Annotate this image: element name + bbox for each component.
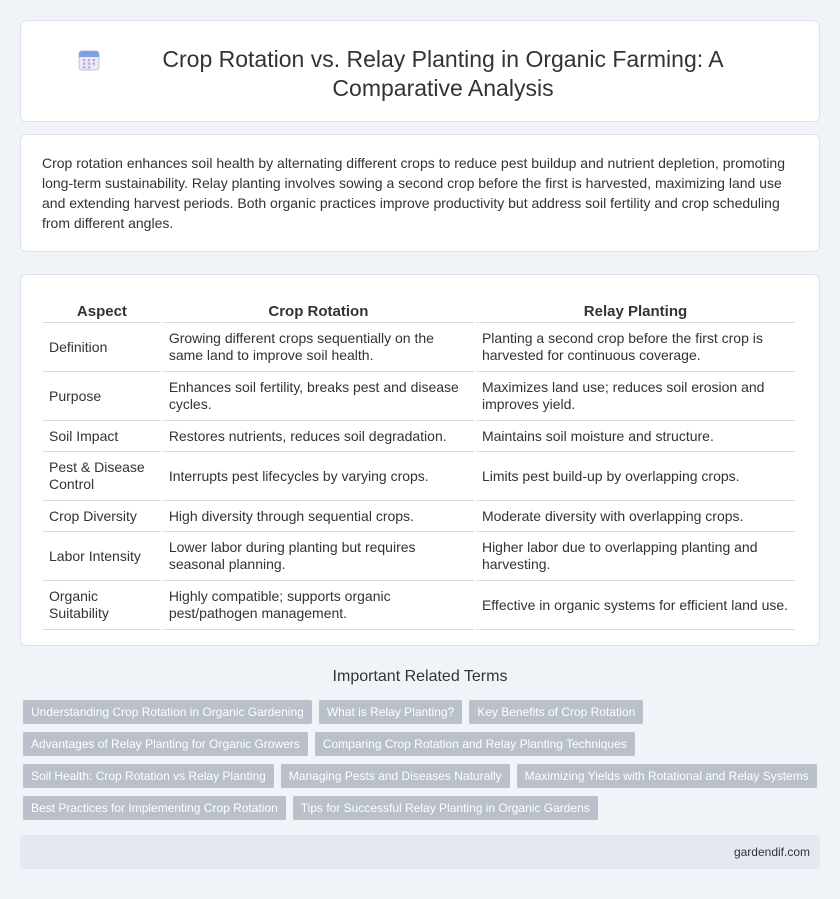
row-aspect: Purpose bbox=[43, 372, 161, 421]
related-term-link[interactable]: Understanding Crop Rotation in Organic Gardening bbox=[23, 700, 312, 724]
table-row bbox=[43, 452, 795, 501]
row-relay-planting: Higher labor due to overlapping planting and harvesting. bbox=[476, 532, 795, 581]
row-relay-planting: Maximizes land use; reduces soil erosion and improves yield. bbox=[476, 372, 795, 421]
tag-row bbox=[23, 764, 823, 788]
table-row bbox=[43, 532, 795, 581]
row-crop-rotation: Lower labor during planting but requires seasonal planning. bbox=[163, 532, 474, 581]
tag-row bbox=[23, 796, 823, 820]
intro-paragraph: Crop rotation enhances soil health by alternating different crops to reduce pest buildup and nutrient depletion, promoting long-term sustainability. Relay planting involves sowing a second crop before the first is harvested, maximizing land use and extending harvest periods. Both organic practices improve productivity but address soil fertility and crop scheduling from different angles. bbox=[42, 155, 785, 231]
table-row bbox=[43, 323, 795, 372]
related-term-link[interactable]: What is Relay Planting? bbox=[319, 700, 462, 724]
calendar-icon bbox=[77, 48, 101, 72]
footer-site[interactable]: gardendif.com bbox=[733, 845, 810, 859]
row-aspect: Crop Diversity bbox=[43, 501, 161, 532]
intro-card bbox=[20, 134, 820, 252]
tag-row bbox=[23, 700, 823, 724]
row-relay-planting: Moderate diversity with overlapping crops. bbox=[476, 501, 795, 532]
row-aspect: Definition bbox=[43, 323, 161, 372]
related-term-link[interactable]: Advantages of Relay Planting for Organic Growers bbox=[23, 732, 308, 756]
row-crop-rotation: Restores nutrients, reduces soil degradation. bbox=[163, 421, 474, 452]
related-term-link[interactable]: Soil Health: Crop Rotation vs Relay Planting bbox=[23, 764, 274, 788]
row-relay-planting: Maintains soil moisture and structure. bbox=[476, 421, 795, 452]
row-relay-planting: Planting a second crop before the first crop is harvested for continuous coverage. bbox=[476, 323, 795, 372]
page-title: Crop Rotation vs. Relay Planting in Organic Farming: A Comparative Analysis bbox=[162, 46, 724, 101]
title-card bbox=[20, 20, 820, 122]
comparison-card bbox=[20, 274, 820, 646]
header-aspect: Aspect bbox=[43, 297, 161, 323]
row-crop-rotation: Interrupts pest lifecycles by varying crops. bbox=[163, 452, 474, 501]
related-term-link[interactable]: Tips for Successful Relay Planting in Organic Gardens bbox=[293, 796, 598, 820]
related-terms-tags bbox=[23, 700, 823, 828]
row-crop-rotation: Highly compatible; supports organic pest/pathogen management. bbox=[163, 581, 474, 630]
comparison-table bbox=[41, 297, 797, 630]
tag-row bbox=[23, 732, 823, 756]
table-row bbox=[43, 421, 795, 452]
row-crop-rotation: Enhances soil fertility, breaks pest and disease cycles. bbox=[163, 372, 474, 421]
row-aspect: Pest & Disease Control bbox=[43, 452, 161, 501]
table-row bbox=[43, 501, 795, 532]
row-crop-rotation: Growing different crops sequentially on the same land to improve soil health. bbox=[163, 323, 474, 372]
related-term-link[interactable]: Managing Pests and Diseases Naturally bbox=[281, 764, 510, 788]
related-term-link[interactable]: Maximizing Yields with Rotational and Relay Systems bbox=[517, 764, 817, 788]
header-relay-planting: Relay Planting bbox=[476, 297, 795, 323]
table-row bbox=[43, 581, 795, 630]
related-term-link[interactable]: Comparing Crop Rotation and Relay Planting Techniques bbox=[315, 732, 635, 756]
footer bbox=[20, 835, 820, 869]
related-terms-heading: Important Related Terms bbox=[332, 668, 508, 685]
related-term-link[interactable]: Best Practices for Implementing Crop Rotation bbox=[23, 796, 286, 820]
row-aspect: Soil Impact bbox=[43, 421, 161, 452]
table-header-row bbox=[43, 297, 795, 323]
header-crop-rotation: Crop Rotation bbox=[163, 297, 474, 323]
table-row bbox=[43, 372, 795, 421]
row-aspect: Organic Suitability bbox=[43, 581, 161, 630]
row-crop-rotation: High diversity through sequential crops. bbox=[163, 501, 474, 532]
related-term-link[interactable]: Key Benefits of Crop Rotation bbox=[469, 700, 643, 724]
title-wrap bbox=[21, 21, 819, 103]
row-relay-planting: Effective in organic systems for efficient land use. bbox=[476, 581, 795, 630]
row-aspect: Labor Intensity bbox=[43, 532, 161, 581]
row-relay-planting: Limits pest build-up by overlapping crops. bbox=[476, 452, 795, 501]
